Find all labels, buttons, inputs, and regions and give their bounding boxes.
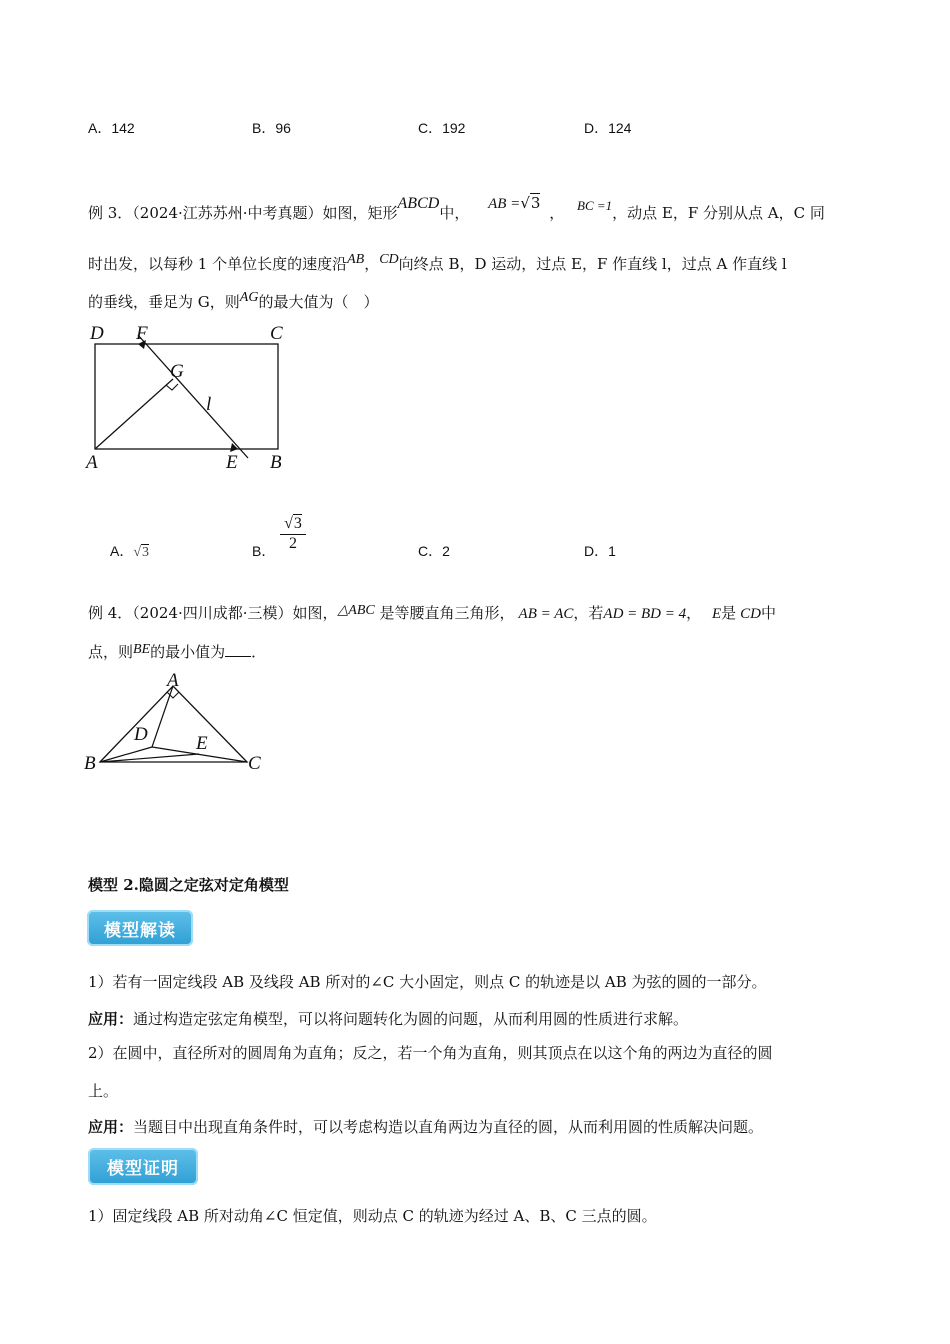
ex3-option-b-fraction: √3 2 xyxy=(280,514,306,553)
option-a: A．142 xyxy=(88,120,135,136)
point-2-cont: 上。 xyxy=(88,1082,119,1100)
label-g: G xyxy=(170,361,184,382)
point-2: 2）在圆中，直径所对的圆周角为直角；反之，若一个角为直角，则其顶点在以这个角的两边为直径的圆 xyxy=(88,1044,773,1062)
ex3-line3: 的垂线，垂足为 G，则AG的最大值为（ ） xyxy=(88,290,379,311)
ex3-line2: 时出发，以每秒 1 个单位长度的速度沿AB，CD向终点 B，D 运动，过点 E，F 作直线 l，过点 A 作直线 l xyxy=(88,252,787,273)
proof-1: 1）固定线段 AB 所对动角∠C 恒定值，则动点 C 的轨迹为经过 A、B、C 三点的圆。 xyxy=(88,1207,657,1225)
ex3-option-b-label: B． xyxy=(252,543,276,559)
label-c: C xyxy=(270,323,283,344)
application-2: 应用：当题目中出现直角条件时，可以考虑构造以直角两边为直径的圆，从而利用圆的性质解决问题。 xyxy=(88,1118,764,1136)
right-angle-mark xyxy=(166,384,178,390)
label-a: A xyxy=(86,452,98,473)
label-e: E xyxy=(196,733,208,754)
ex3-option-a: A．√3 xyxy=(110,543,150,560)
label-e: E xyxy=(226,452,238,473)
label-d: D xyxy=(134,724,148,745)
label-b: B xyxy=(84,753,96,774)
rectangle-abcd xyxy=(95,344,278,449)
ex3-line1: 例 3．（2024·江苏苏州·中考真题）如图，矩形ABCD中， AB =√3 ， BC =1，动点 E，F 分别从点 A，C 同 xyxy=(88,194,825,222)
segment-ag xyxy=(95,379,173,449)
ex3-figure xyxy=(80,318,310,478)
arrow-e-icon xyxy=(230,443,238,452)
label-c: C xyxy=(248,753,261,774)
ex3-option-d: D．1 xyxy=(584,543,616,559)
ex4-line2: 点，则BE的最小值为 ． xyxy=(88,642,267,661)
label-a: A xyxy=(167,670,179,691)
label-b: B xyxy=(270,452,282,473)
label-l: l xyxy=(206,394,212,415)
ex4-figure xyxy=(80,668,280,778)
option-b: B．96 xyxy=(252,120,291,136)
badge-model-interpretation: 模型解读 xyxy=(87,910,193,946)
label-f: F xyxy=(136,323,148,344)
line-l xyxy=(138,335,248,458)
option-d: D．124 xyxy=(584,120,632,136)
point-1: 1）若有一固定线段 AB 及线段 AB 所对的∠C 大小固定，则点 C 的轨迹是以 AB 为弦的圆的一部分。 xyxy=(88,973,767,991)
label-d: D xyxy=(90,323,104,344)
section-title: 模型 2.隐圆之定弦对定角模型 xyxy=(88,876,289,894)
badge-model-proof: 模型证明 xyxy=(88,1148,198,1185)
application-1: 应用：通过构造定弦定角模型，可以将问题转化为圆的问题，从而利用圆的性质进行求解。 xyxy=(88,1010,689,1028)
ex4-line1: 例 4．（2024·四川成都·三模）如图，△ABC 是等腰直角三角形， AB = AC，若AD = BD = 4， E是 CD中 xyxy=(88,603,776,622)
option-c: C．192 xyxy=(418,120,466,136)
answer-blank[interactable] xyxy=(225,656,251,657)
ex3-option-c: C．2 xyxy=(418,543,450,559)
